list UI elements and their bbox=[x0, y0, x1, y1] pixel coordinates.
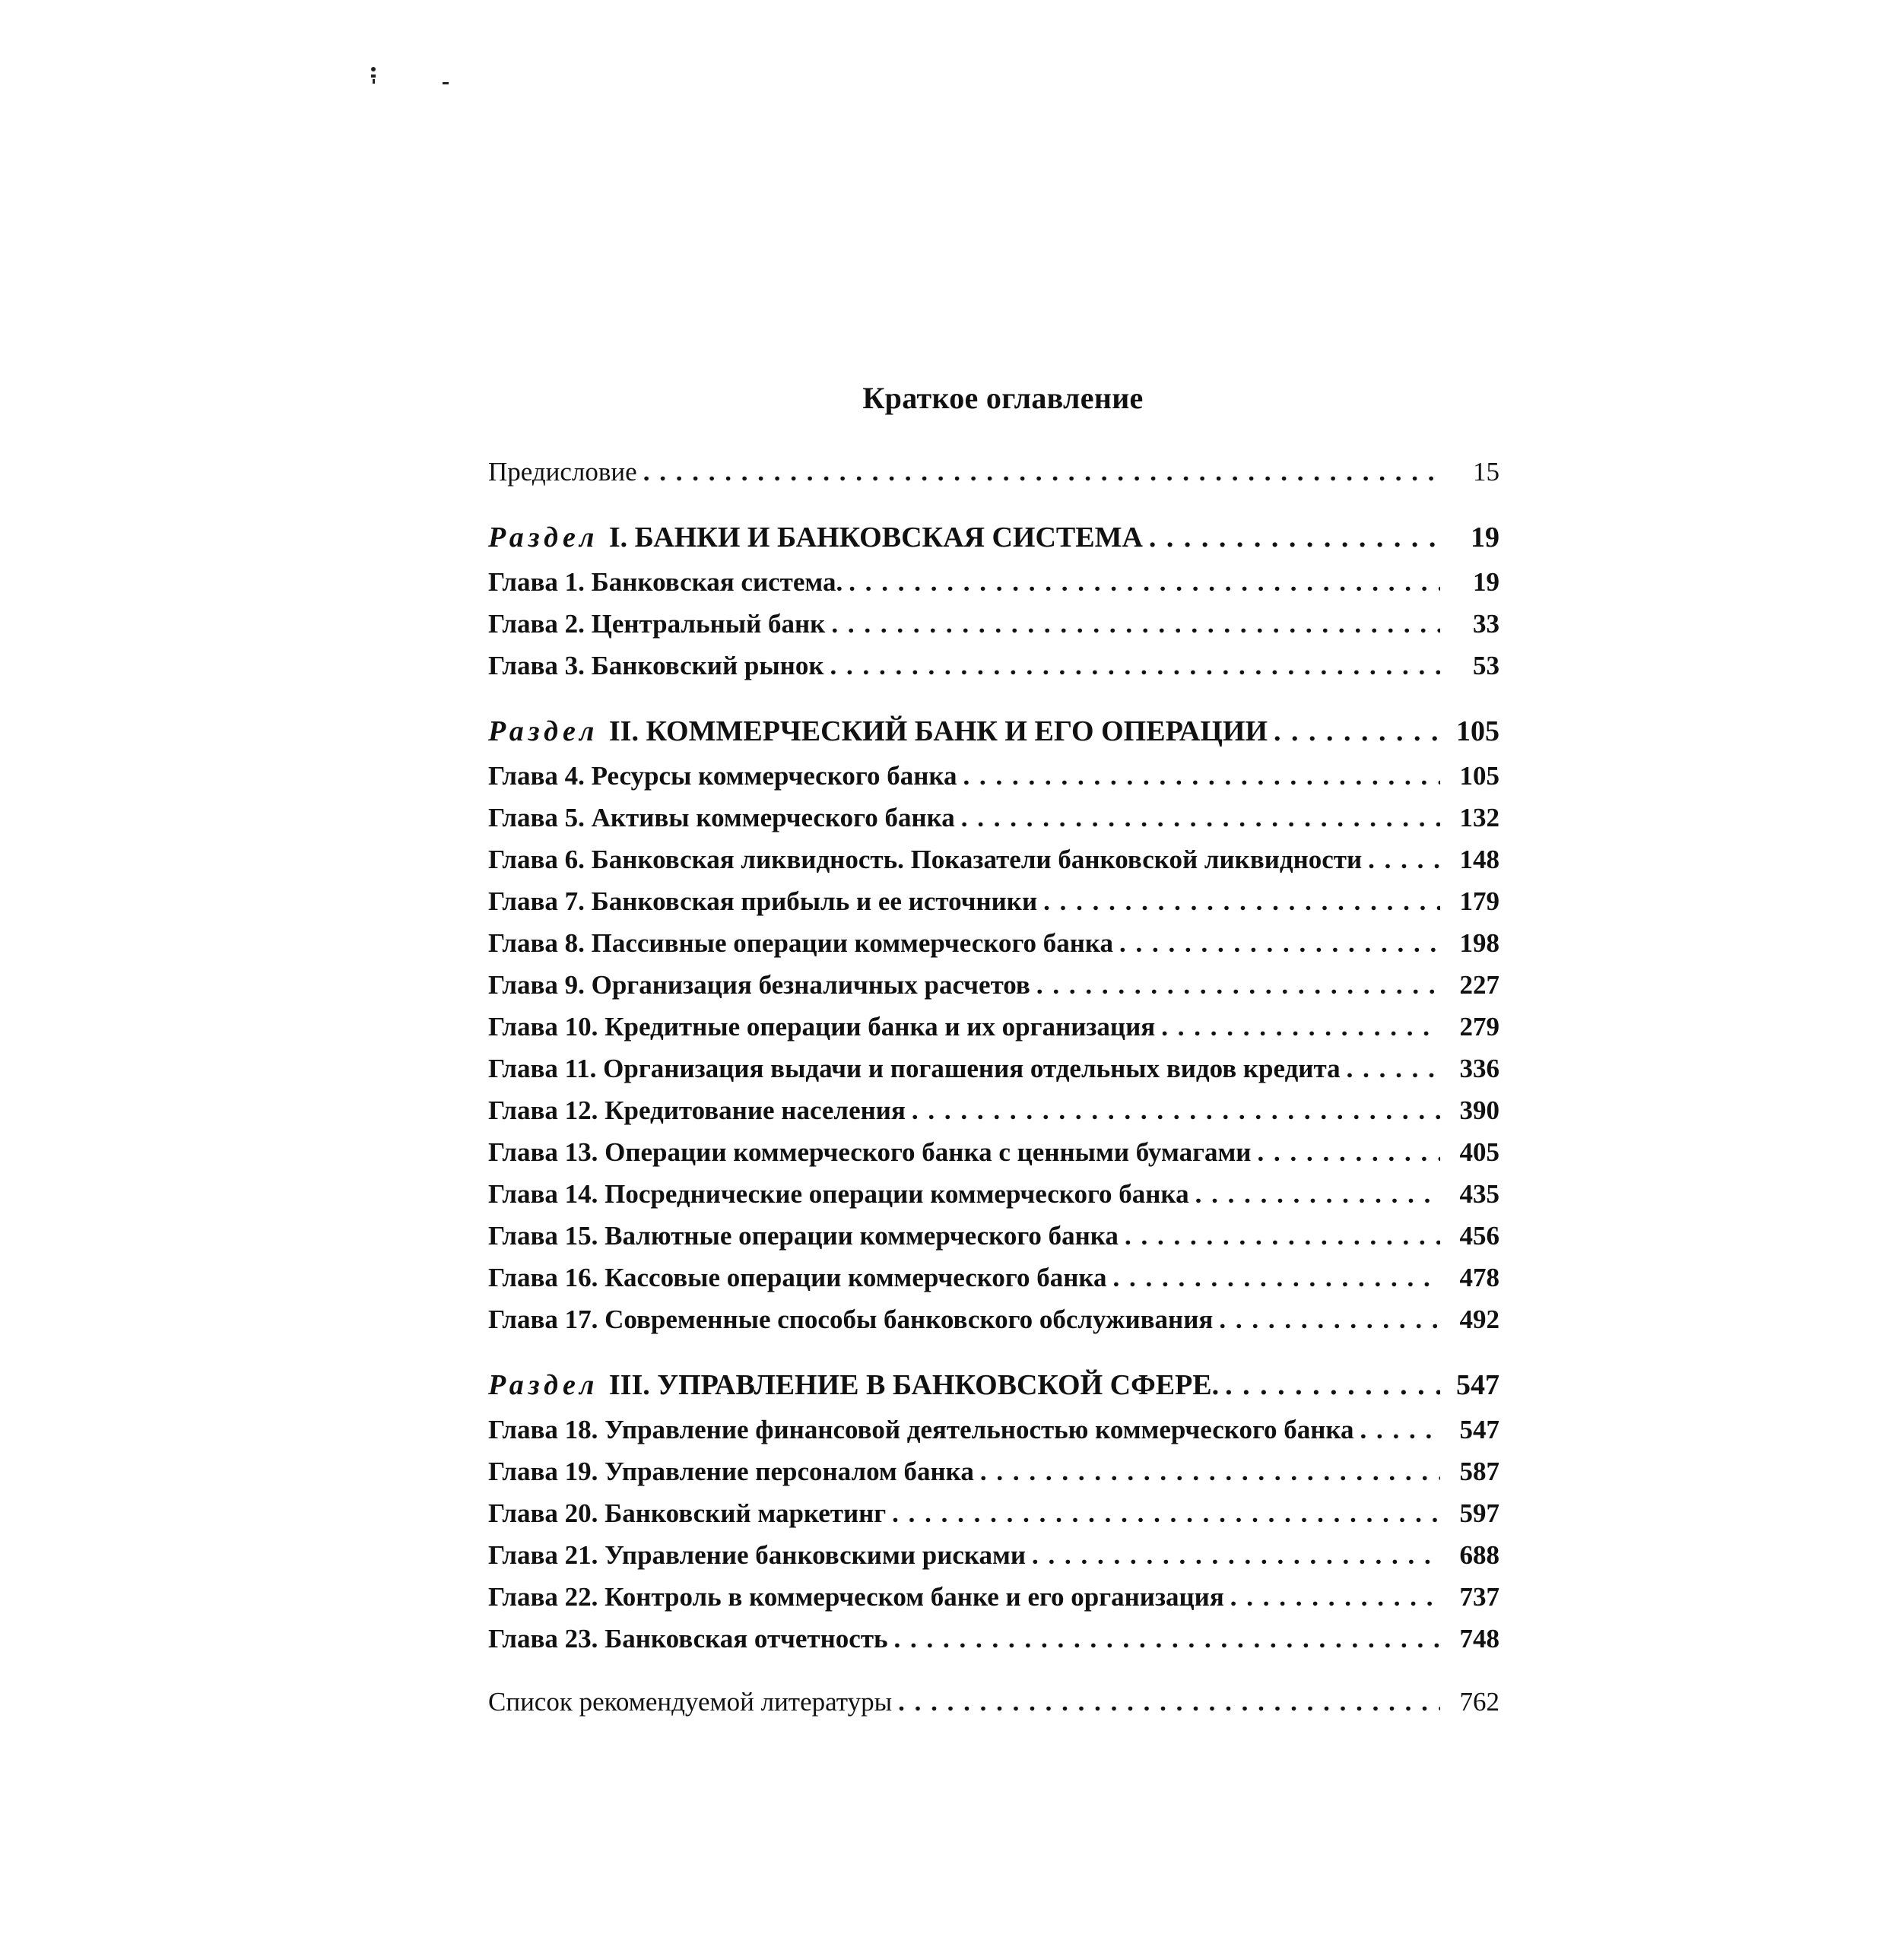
toc-entry-label: Глава 6. Банковская ликвидность. Показатели банковской ликвидности bbox=[488, 845, 1363, 874]
toc-entry-label: Глава 16. Кассовые операции коммерческого банка bbox=[488, 1263, 1107, 1292]
toc-entry-label: Глава 5. Активы коммерческого банка bbox=[488, 803, 955, 832]
toc-entry-label: Глава 20. Банковский маркетинг bbox=[488, 1498, 887, 1528]
toc-dot-leader bbox=[1230, 1576, 1440, 1618]
toc-dot-leader bbox=[1274, 708, 1440, 755]
toc-entry[interactable] bbox=[488, 1534, 1499, 1576]
toc-page-number: 456 bbox=[1459, 1221, 1499, 1251]
toc-entry[interactable] bbox=[488, 1131, 1499, 1173]
toc-group bbox=[488, 451, 1499, 493]
toc-entry-label: Глава 21. Управление банковскими рисками bbox=[488, 1540, 1027, 1570]
toc-entry[interactable] bbox=[488, 1618, 1499, 1660]
toc-entry[interactable] bbox=[488, 1048, 1499, 1089]
toc-page-number: 336 bbox=[1459, 1054, 1499, 1083]
toc-dot-leader bbox=[831, 603, 1440, 645]
toc-page-number: 179 bbox=[1459, 886, 1499, 916]
toc-entry[interactable] bbox=[488, 1215, 1499, 1257]
toc-entry-label: Глава 2. Центральный банк bbox=[488, 609, 826, 639]
toc-entry[interactable] bbox=[488, 1681, 1499, 1723]
toc-dot-leader bbox=[1149, 514, 1440, 561]
toc-dot-leader bbox=[830, 645, 1440, 686]
toc-entry[interactable] bbox=[488, 755, 1499, 797]
toc-dot-leader bbox=[980, 1450, 1440, 1492]
toc-page-number: 405 bbox=[1459, 1137, 1499, 1167]
toc-dot-leader bbox=[1119, 922, 1440, 964]
toc-page-number: 597 bbox=[1459, 1498, 1499, 1528]
toc-dot-leader bbox=[898, 1681, 1440, 1723]
toc-dot-leader bbox=[912, 1089, 1440, 1131]
toc-group bbox=[488, 708, 1499, 1340]
toc-dot-leader bbox=[1368, 839, 1440, 880]
scan-artifact-marks bbox=[371, 67, 462, 97]
toc-page-number: 198 bbox=[1459, 928, 1499, 958]
toc-dot-leader bbox=[1036, 964, 1440, 1006]
toc-page-number: 105 bbox=[1459, 761, 1499, 791]
toc-dot-leader bbox=[1161, 1006, 1440, 1048]
toc-entry[interactable] bbox=[488, 1492, 1499, 1534]
toc-page-number: 435 bbox=[1459, 1179, 1499, 1209]
toc-dot-leader bbox=[1219, 1298, 1440, 1340]
toc-entry-label: Глава 1. Банковская система. bbox=[488, 567, 843, 597]
toc-page-number: 53 bbox=[1473, 651, 1499, 680]
toc-groups bbox=[488, 451, 1499, 1723]
toc-page-number: 547 bbox=[1459, 1415, 1499, 1444]
toc-part-entry[interactable] bbox=[488, 708, 1499, 755]
toc-entry-label: Глава 3. Банковский рынок bbox=[488, 651, 824, 680]
toc-entry-label: Глава 14. Посреднические операции коммерческого банка bbox=[488, 1179, 1189, 1209]
toc-entry[interactable] bbox=[488, 1089, 1499, 1131]
toc-entry-label: Глава 23. Банковская отчетность bbox=[488, 1624, 888, 1653]
toc-entry[interactable] bbox=[488, 797, 1499, 839]
toc-entry[interactable] bbox=[488, 922, 1499, 964]
toc-part-entry[interactable] bbox=[488, 514, 1499, 561]
toc-dot-leader bbox=[1113, 1257, 1440, 1298]
toc-entry-label: Глава 10. Кредитные операции банка и их организация bbox=[488, 1012, 1156, 1042]
toc-dot-leader bbox=[1032, 1534, 1440, 1576]
toc-entry-label: Глава 18. Управление финансовой деятельностью коммерческого банка bbox=[488, 1415, 1354, 1444]
toc-dot-leader bbox=[1360, 1409, 1440, 1450]
toc-dot-leader bbox=[1225, 1362, 1440, 1409]
toc-page-number: 547 bbox=[1456, 1369, 1499, 1401]
toc-entry-label: Глава 22. Контроль в коммерческом банке и его организация bbox=[488, 1582, 1224, 1612]
toc-entry-label: Глава 11. Организация выдачи и погашения отдельных видов кредита bbox=[488, 1054, 1341, 1083]
toc-page-number: 15 bbox=[1473, 457, 1499, 487]
toc-dot-leader bbox=[1195, 1173, 1440, 1215]
toc-page-number: 148 bbox=[1459, 845, 1499, 874]
toc-part-entry[interactable] bbox=[488, 1362, 1499, 1409]
toc-entry[interactable] bbox=[488, 964, 1499, 1006]
toc-entry-label: Глава 19. Управление персоналом банка bbox=[488, 1457, 974, 1486]
toc-page-number: 19 bbox=[1473, 567, 1499, 597]
table-of-contents bbox=[488, 380, 1499, 1744]
toc-part-word: Раздел bbox=[488, 1369, 599, 1401]
toc-part-title: III. УПРАВЛЕНИЕ В БАНКОВСКОЙ СФЕРЕ. bbox=[601, 1369, 1220, 1401]
toc-title: Краткое оглавление bbox=[862, 381, 1144, 415]
toc-entry-label: Глава 7. Банковская прибыль и ее источники bbox=[488, 886, 1038, 916]
toc-entry[interactable] bbox=[488, 1576, 1499, 1618]
toc-group bbox=[488, 1362, 1499, 1660]
toc-page-number: 105 bbox=[1456, 715, 1499, 747]
toc-dot-leader bbox=[1125, 1215, 1440, 1257]
toc-page-number: 762 bbox=[1459, 1687, 1499, 1717]
toc-entry-label: Глава 13. Операции коммерческого банка с ценными бумагами bbox=[488, 1137, 1252, 1167]
toc-group bbox=[488, 1681, 1499, 1723]
toc-dot-leader bbox=[1043, 880, 1440, 922]
toc-dot-leader bbox=[1347, 1048, 1440, 1089]
toc-entry-label: Глава 4. Ресурсы коммерческого банка bbox=[488, 761, 957, 791]
toc-entry-label: Список рекомендуемой литературы bbox=[488, 1687, 893, 1717]
toc-entry[interactable] bbox=[488, 603, 1499, 645]
toc-entry[interactable] bbox=[488, 1409, 1499, 1450]
toc-page-number: 132 bbox=[1459, 803, 1499, 832]
toc-entry[interactable] bbox=[488, 1450, 1499, 1492]
toc-entry[interactable] bbox=[488, 561, 1499, 603]
toc-dot-leader bbox=[643, 451, 1440, 493]
toc-page-number: 688 bbox=[1459, 1540, 1499, 1570]
toc-entry[interactable] bbox=[488, 839, 1499, 880]
toc-entry-label: Глава 9. Организация безналичных расчетов bbox=[488, 970, 1030, 1000]
toc-entry-label: Глава 17. Современные способы банковского обслуживания bbox=[488, 1305, 1214, 1334]
toc-dot-leader bbox=[963, 755, 1441, 797]
toc-page-number: 19 bbox=[1471, 522, 1499, 553]
toc-dot-leader bbox=[961, 797, 1440, 839]
toc-entry[interactable] bbox=[488, 451, 1499, 493]
toc-page-number: 492 bbox=[1459, 1305, 1499, 1334]
toc-page-number: 587 bbox=[1459, 1457, 1499, 1486]
toc-part-label bbox=[488, 1362, 1225, 1409]
toc-dot-leader bbox=[849, 561, 1440, 603]
toc-page-number: 748 bbox=[1459, 1624, 1499, 1653]
toc-page-number: 737 bbox=[1459, 1582, 1499, 1612]
toc-part-word: Раздел bbox=[488, 522, 599, 553]
toc-entry-label: Глава 15. Валютные операции коммерческого банка bbox=[488, 1221, 1119, 1251]
toc-part-label bbox=[488, 708, 1274, 755]
toc-dot-leader bbox=[894, 1618, 1440, 1660]
toc-page-number: 478 bbox=[1459, 1263, 1499, 1292]
toc-part-word: Раздел bbox=[488, 715, 599, 747]
toc-entry[interactable] bbox=[488, 1298, 1499, 1340]
toc-entry-label: Глава 12. Кредитование населения bbox=[488, 1095, 906, 1125]
toc-entry[interactable] bbox=[488, 645, 1499, 686]
toc-part-title: II. КОММЕРЧЕСКИЙ БАНК И ЕГО ОПЕРАЦИИ bbox=[601, 715, 1268, 747]
toc-page-number: 390 bbox=[1459, 1095, 1499, 1125]
toc-entry[interactable] bbox=[488, 1173, 1499, 1215]
toc-entry-label: Глава 8. Пассивные операции коммерческого банка bbox=[488, 928, 1114, 958]
toc-page-number: 33 bbox=[1473, 609, 1499, 639]
toc-entry[interactable] bbox=[488, 1006, 1499, 1048]
toc-entry-label: Предисловие bbox=[488, 457, 637, 487]
toc-entry[interactable] bbox=[488, 880, 1499, 922]
toc-part-label bbox=[488, 514, 1149, 561]
toc-dot-leader bbox=[1257, 1131, 1440, 1173]
toc-part-title: I. БАНКИ И БАНКОВСКАЯ СИСТЕМА bbox=[601, 522, 1143, 553]
toc-group bbox=[488, 514, 1499, 686]
toc-entry[interactable] bbox=[488, 1257, 1499, 1298]
toc-dot-leader bbox=[892, 1492, 1440, 1534]
toc-page-number: 279 bbox=[1459, 1012, 1499, 1042]
toc-page-number: 227 bbox=[1459, 970, 1499, 1000]
